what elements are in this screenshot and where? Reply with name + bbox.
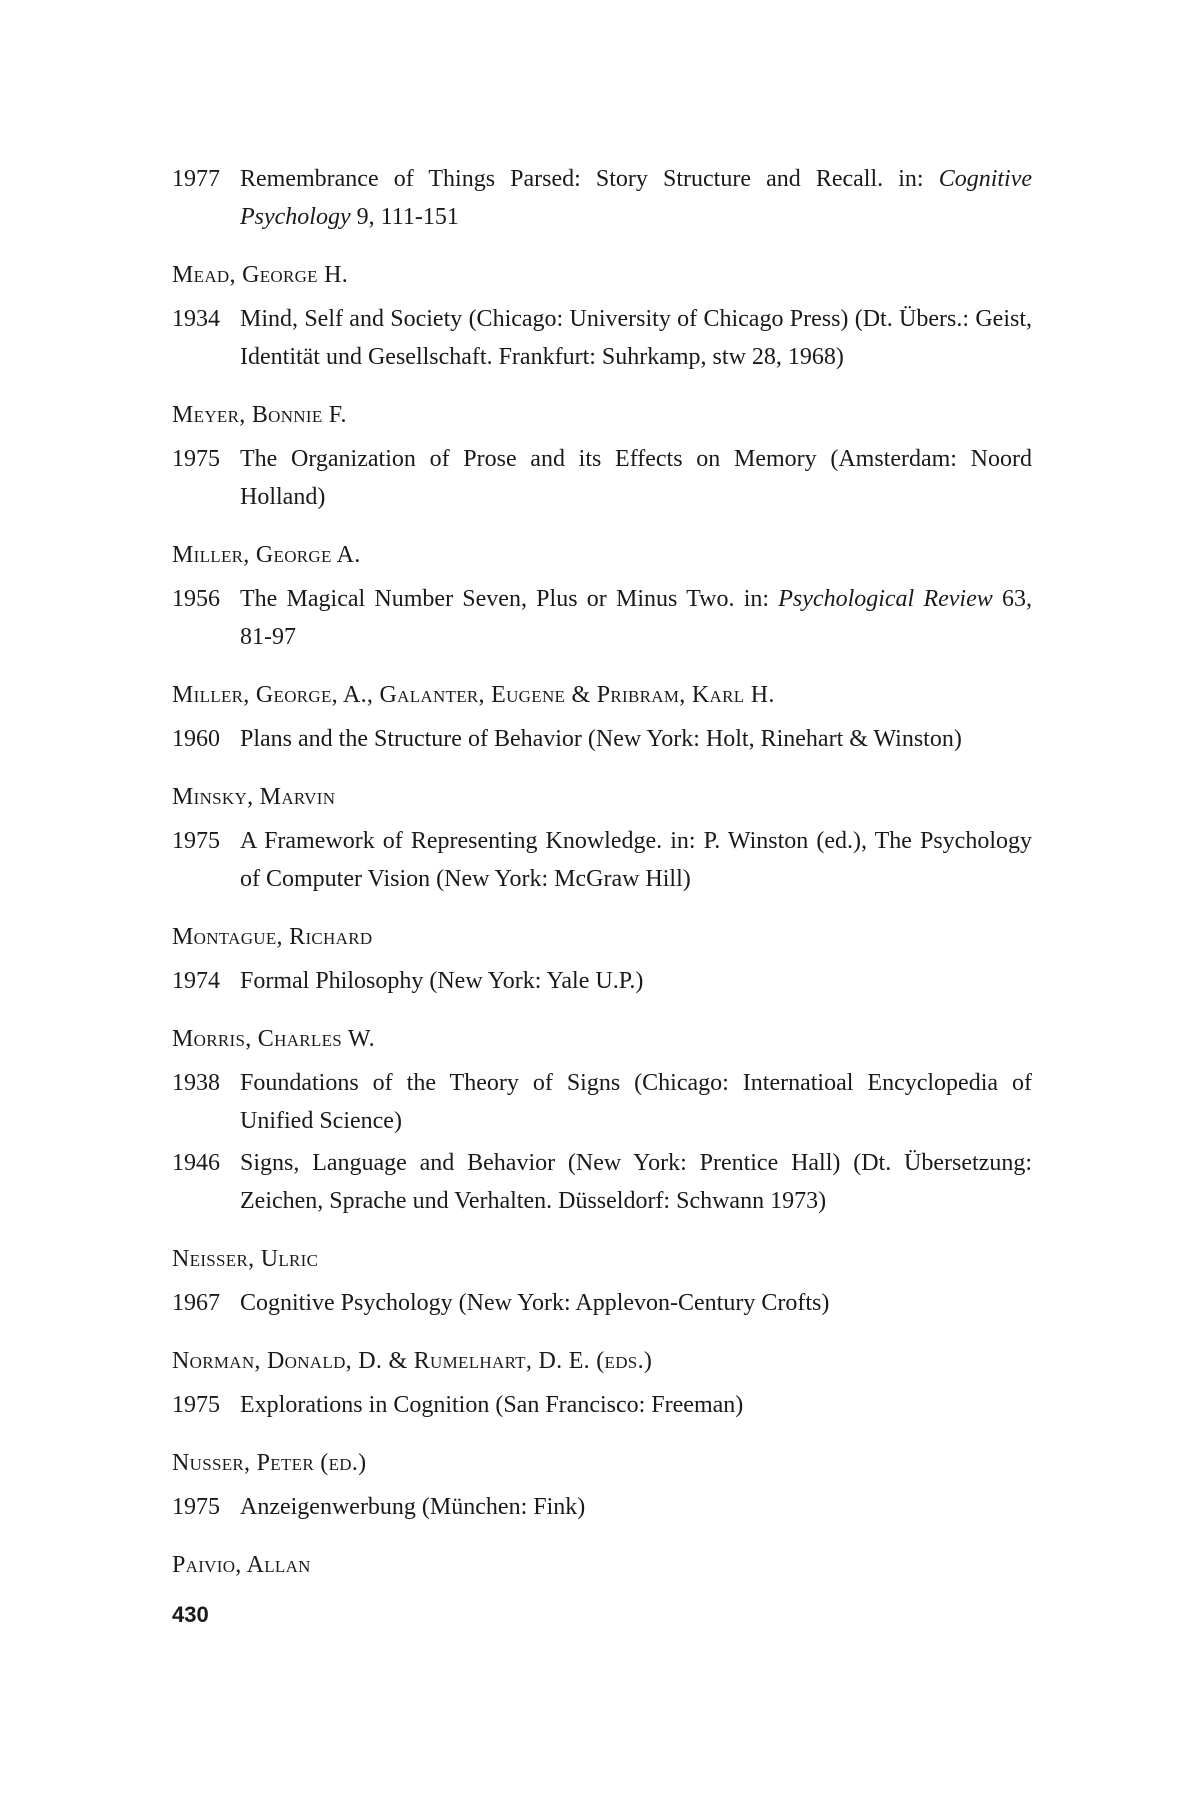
bibliography-entry xyxy=(172,822,1032,898)
entry-text xyxy=(240,962,1032,1000)
bibliography-entry xyxy=(172,720,1032,758)
bibliography-entry xyxy=(172,1488,1032,1526)
entry-text xyxy=(240,1386,1032,1424)
bibliography-entry xyxy=(172,580,1032,656)
entry-text xyxy=(240,1144,1032,1220)
bibliography-list xyxy=(172,160,1032,1604)
bibliography-group xyxy=(172,920,1032,1000)
author-name: Montague, Richard xyxy=(172,924,373,950)
entry-year: 1977 xyxy=(172,166,220,192)
bibliography-entry xyxy=(172,1386,1032,1424)
entry-year: 1967 xyxy=(172,1290,220,1316)
entry-text xyxy=(240,300,1032,376)
author-name: Nusser, Peter (ed.) xyxy=(172,1450,367,1476)
entry-text xyxy=(240,1064,1032,1140)
entry-year: 1975 xyxy=(172,1392,220,1418)
entry-text xyxy=(240,1488,1032,1526)
author-name: Morris, Charles W. xyxy=(172,1026,375,1052)
author-name: Miller, George A. xyxy=(172,542,361,568)
author-name: Meyer, Bonnie F. xyxy=(172,402,347,428)
author-name: Mead, George H. xyxy=(172,262,349,288)
bibliography-entry xyxy=(172,440,1032,516)
entry-text xyxy=(240,822,1032,898)
bibliography-entry xyxy=(172,1144,1032,1220)
bibliography-group xyxy=(172,1446,1032,1526)
journal-title: Psychological Review xyxy=(778,586,993,612)
entry-main-text: Explorations in Cognition (San Francisco: Freeman) xyxy=(240,1392,744,1418)
entry-year: 1938 xyxy=(172,1070,220,1096)
entry-year: 1975 xyxy=(172,828,220,854)
bibliography-entry xyxy=(172,300,1032,376)
bibliography-group xyxy=(172,1548,1032,1582)
page-number: 430 xyxy=(172,1602,209,1627)
entry-main-text: Signs, Language and Behavior (New York: Prentice Hall) (Dt. Übersetzung: Zeichen, Sprache und Verhalten. Düsseldorf: Schwann 1973) xyxy=(240,1150,1032,1214)
author-name: Norman, Donald, D. & Rumelhart, D. E. (eds.) xyxy=(172,1348,653,1374)
entry-main-text: The Magical Number Seven, Plus or Minus Two. in: xyxy=(240,586,770,612)
entry-main-text: Plans and the Structure of Behavior (New York: Holt, Rinehart & Winston) xyxy=(240,726,962,752)
entry-text xyxy=(240,440,1032,516)
entry-main-text: The Organization of Prose and its Effects on Memory (Amsterdam: Noord Holland) xyxy=(240,446,1032,510)
bibliography-entry xyxy=(172,160,1032,236)
bibliography-group xyxy=(172,1022,1032,1220)
bibliography-group xyxy=(172,1344,1032,1424)
author-name: Miller, George, A., Galanter, Eugene & Pribram, Karl H. xyxy=(172,682,775,708)
entry-year: 1956 xyxy=(172,586,220,612)
entry-main-text: Cognitive Psychology (New York: Applevon-Century Crofts) xyxy=(240,1290,830,1316)
entry-text xyxy=(240,1284,1032,1322)
entry-main-text: A Framework of Representing Knowledge. in: P. Winston (ed.), The Psychology of Computer Vision (New York: McGraw Hill) xyxy=(240,828,1032,892)
bibliography-entry xyxy=(172,1284,1032,1322)
bibliography-group xyxy=(172,780,1032,898)
bibliography-entry xyxy=(172,962,1032,1000)
bibliography-group xyxy=(172,1242,1032,1322)
entry-main-text: Remembrance of Things Parsed: Story Structure and Recall. in: xyxy=(240,166,924,192)
entry-citation-detail: 9, 111-151 xyxy=(350,204,459,230)
author-name: Paivio, Allan xyxy=(172,1552,311,1578)
bibliography-group xyxy=(172,398,1032,516)
bibliography-group xyxy=(172,538,1032,656)
entry-text xyxy=(240,160,1032,236)
entry-main-text: Anzeigenwerbung (München: Fink) xyxy=(240,1494,586,1520)
author-name: Minsky, Marvin xyxy=(172,784,336,810)
journal-title: Cognitive Psychology xyxy=(240,166,1033,230)
entry-citation-detail: 63, 81-97 xyxy=(240,586,1032,650)
entry-year: 1960 xyxy=(172,726,220,752)
bibliography-group xyxy=(172,678,1032,758)
bibliography-group xyxy=(172,160,1032,236)
entry-main-text: Foundations of the Theory of Signs (Chicago: Internatioal Encyclopedia of Unified Science) xyxy=(240,1070,1032,1134)
entry-year: 1974 xyxy=(172,968,220,994)
entry-text xyxy=(240,580,1032,656)
entry-year: 1934 xyxy=(172,306,220,332)
entry-year: 1946 xyxy=(172,1150,220,1176)
bibliography-entry xyxy=(172,1064,1032,1140)
entry-main-text: Mind, Self and Society (Chicago: University of Chicago Press) (Dt. Übers.: Geist, Identität und Gesellschaft. Frankfurt: Suhrkamp, stw 28, 1968) xyxy=(240,306,1032,370)
author-name: Neisser, Ulric xyxy=(172,1246,319,1272)
entry-main-text: Formal Philosophy (New York: Yale U.P.) xyxy=(240,968,644,994)
bibliography-group xyxy=(172,258,1032,376)
entry-text xyxy=(240,720,1032,758)
entry-year: 1975 xyxy=(172,1494,220,1520)
entry-year: 1975 xyxy=(172,446,220,472)
